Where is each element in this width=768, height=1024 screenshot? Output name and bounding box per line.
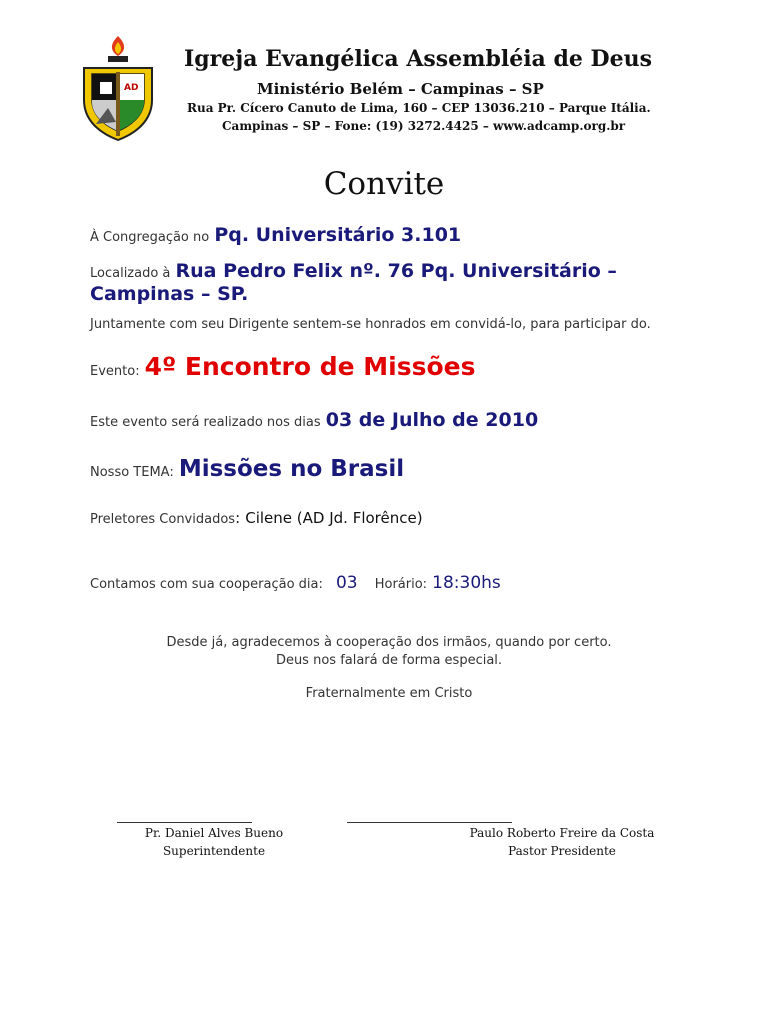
address-line-2: Campinas – SP – Fone: (19) 3272.4425 – www.adcamp.org.br: [222, 119, 626, 133]
tema-label: Nosso TEMA:: [90, 465, 174, 480]
cooperacao-line: [90, 573, 501, 593]
church-logo: [78, 32, 158, 142]
tema-value: Missões no Brasil: [178, 456, 405, 482]
localizado-line: [90, 260, 617, 282]
closing-line-1: Desde já, agradecemos à cooperação dos irmãos, quando por certo.: [166, 635, 612, 650]
preletores-colon: :: [235, 509, 241, 527]
evento-label: Evento:: [90, 364, 140, 379]
evento-line: [90, 352, 475, 381]
horario-value: 18:30hs: [432, 573, 501, 593]
signature-role-1: Superintendente: [162, 844, 266, 858]
closing-line-3: Fraternalmente em Cristo: [305, 686, 473, 701]
signature-line-2: [347, 822, 512, 823]
evento-value: 4º Encontro de Missões: [144, 352, 476, 381]
congregacao-value: Pq. Universitário 3.101: [214, 224, 462, 246]
intro-text: Juntamente com seu Dirigente sentem-se honrados em convidá-lo, para participar do.: [90, 317, 651, 332]
document-title: Convite: [323, 166, 445, 202]
signature-role-2: Pastor Presidente: [508, 844, 616, 858]
signature-name-1: Pr. Daniel Alves Bueno: [144, 826, 284, 840]
data-label: Este evento será realizado nos dias: [90, 415, 321, 430]
congregacao-line: [90, 224, 461, 246]
ministry-name: Ministério Belém – Campinas – SP: [257, 80, 544, 98]
localizado-value-2: Campinas – SP.: [90, 283, 249, 305]
svg-text:AD: AD: [124, 83, 139, 93]
preletores-value: Cilene (AD Jd. Florênce): [245, 509, 423, 527]
data-line: [90, 409, 538, 431]
closing-line-2: Deus nos falará de forma especial.: [275, 653, 503, 668]
horario-label: Horário:: [374, 577, 428, 592]
localizado-value-1: Rua Pedro Felix nº. 76 Pq. Universitário –: [175, 260, 617, 282]
preletores-line: [90, 508, 423, 527]
cooperacao-dia: 03: [335, 573, 358, 593]
congregacao-label: À Congregação no: [90, 230, 210, 245]
cooperacao-label: Contamos com sua cooperação dia:: [90, 577, 323, 592]
preletores-label: Preletores Convidados: [90, 512, 236, 527]
church-crest-icon: [78, 32, 158, 142]
signature-name-2: Paulo Roberto Freire da Costa: [469, 826, 655, 840]
signature-line-1: [117, 822, 252, 823]
church-name: Igreja Evangélica Assembléia de Deus: [184, 46, 652, 72]
tema-line: [90, 456, 404, 482]
address-line-1: Rua Pr. Cícero Canuto de Lima, 160 – CEP 13036.210 – Parque Itália.: [187, 101, 651, 115]
data-value: 03 de Julho de 2010: [325, 409, 539, 431]
localizado-label: Localizado à: [90, 266, 171, 281]
